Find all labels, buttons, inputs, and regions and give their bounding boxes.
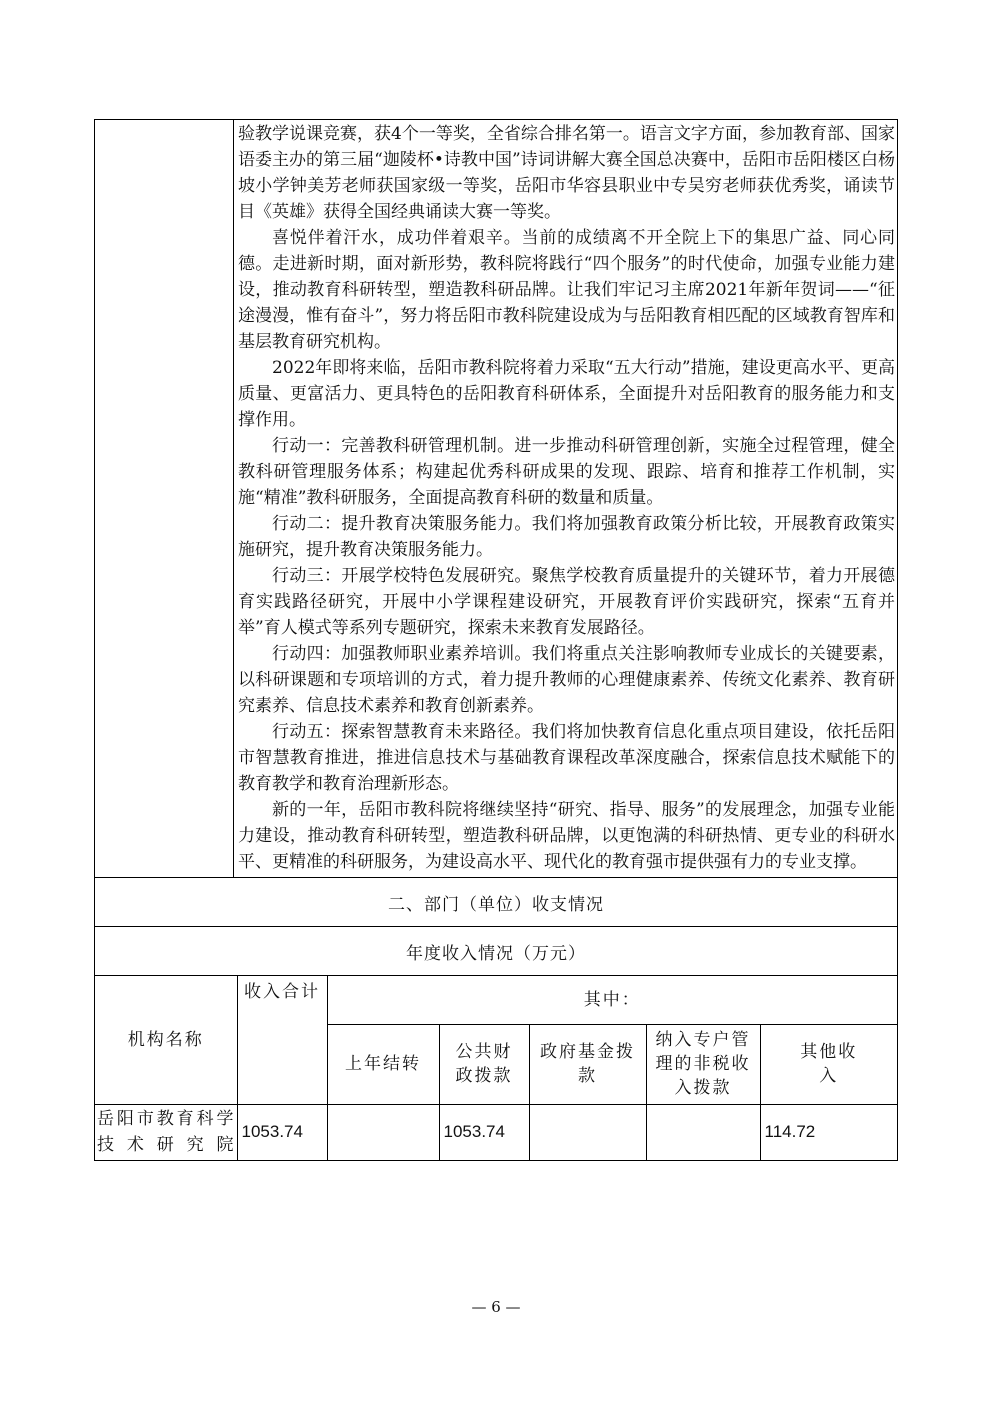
income-title: 年度收入情况（万元） [95, 927, 897, 976]
header-total: 收入合计 [237, 976, 327, 1104]
paragraph: 2022年即将来临，岳阳市教科院将着力采取“五大行动”措施，建设更高水平、更高质量、更富活力、更具特色的岳阳教育科研体系，全面提升对岳阳教育的服务能力和支撑作用。 [238, 358, 895, 430]
cell-org: 岳阳市教育科学技术研究院 [95, 1104, 237, 1160]
paragraph: 行动一：完善教科研管理机制。进一步推动科研管理创新，实施全过程管理，健全教科研管理服务体系；构建起优秀科研成果的发现、跟踪、培育和推荐工作机制，实施“精准”教科研服务，全面提高教育科研的数量和质量。 [238, 436, 895, 508]
header-public-finance: 公共财政拨款 [439, 1024, 529, 1104]
paragraph: 验教学说课竞赛，获4个一等奖，全省综合排名第一。语言文字方面，参加教育部、国家语委主办的第三届“迦陵杯•诗教中国”诗词讲解大赛全国总决赛中，岳阳市岳阳楼区白杨坡小学钟美芳老师获国家级一等奖，岳阳市华容县职业中专吴穷老师获优秀奖，诵读节目《英雄》获得全国经典诵读大赛一等奖。 [238, 124, 895, 222]
table-header-row [95, 976, 897, 1024]
page-number: — 6 — [471, 1298, 521, 1316]
paragraph: 行动三：开展学校特色发展研究。聚焦学校教育质量提升的关键环节，着力开展德育实践路径研究，开展中小学课程建设研究，开展教育评价实践研究，探索“五育并举”育人模式等系列专题研究，探索未来教育发展路径。 [238, 566, 895, 638]
cell-gov-fund [529, 1104, 646, 1160]
cell-public-finance: 1053.74 [439, 1104, 529, 1160]
cell-special-account [646, 1104, 760, 1160]
left-label-cell [95, 120, 234, 877]
narrative-text [234, 120, 897, 877]
header-org-name: 机构名称 [95, 976, 237, 1104]
header-among: 其中： [327, 976, 897, 1024]
table-row [95, 1104, 897, 1160]
header-prev-year: 上年结转 [327, 1024, 439, 1104]
paragraph: 行动五：探索智慧教育未来路径。我们将加快教育信息化重点项目建设，依托岳阳市智慧教育推进，推进信息技术与基础教育课程改革深度融合，探索信息技术赋能下的教育教学和教育治理新形态。 [238, 722, 895, 794]
cell-other: 114.72 [760, 1104, 897, 1160]
paragraph: 喜悦伴着汗水，成功伴着艰辛。当前的成绩离不开全院上下的集思广益、同心同德。走进新时期，面对新形势，教科院将践行“四个服务”的时代使命，加强专业能力建设，推动教育科研转型，塑造教科研品牌。让我们牢记习主席2021年新年贺词——“征途漫漫，惟有奋斗”，努力将岳阳市教科院建设成为与岳阳教育相匹配的区域教育智库和基层教育研究机构。 [238, 228, 895, 352]
document-frame [94, 119, 898, 1161]
header-special-account: 纳入专户管理的非税收入拨款 [646, 1024, 760, 1104]
paragraph: 新的一年，岳阳市教科院将继续坚持“研究、指导、服务”的发展理念，加强专业能力建设，推动教育科研转型，塑造教科研品牌，以更饱满的科研热情、更专业的科研水平、更精准的科研服务，为建设高水平、现代化的教育强市提供强有力的专业支撑。 [238, 800, 895, 872]
narrative-row [95, 120, 897, 878]
income-table [95, 976, 897, 1160]
header-gov-fund: 政府基金拨款 [529, 1024, 646, 1104]
header-other: 其他收入 [760, 1024, 897, 1104]
paragraph: 行动四：加强教师职业素养培训。我们将重点关注影响教师专业成长的关键要素，以科研课题和专项培训的方式，着力提升教师的心理健康素养、传统文化素养、教育研究素养、信息技术素养和教育创新素养。 [238, 644, 895, 716]
cell-total: 1053.74 [237, 1104, 327, 1160]
paragraph: 行动二：提升教育决策服务能力。我们将加强教育政策分析比较，开展教育政策实施研究，提升教育决策服务能力。 [238, 514, 895, 560]
cell-prev-year [327, 1104, 439, 1160]
section-title: 二、部门（单位）收支情况 [95, 878, 897, 927]
